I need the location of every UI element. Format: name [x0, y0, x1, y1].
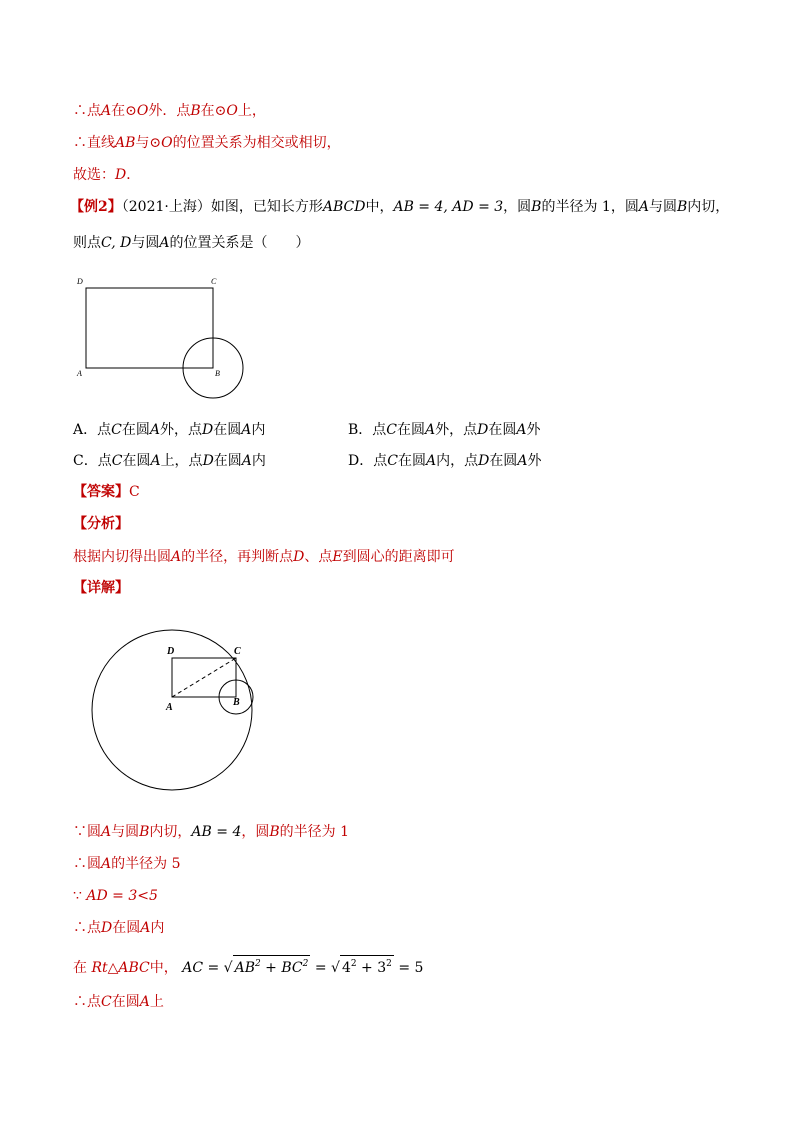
- label-c: C: [211, 277, 217, 286]
- text: B．点: [348, 422, 387, 438]
- point: C: [386, 422, 398, 438]
- text: 中，: [365, 199, 394, 215]
- text: 内: [150, 920, 165, 936]
- point-a: A: [159, 235, 170, 251]
- text: 内切，: [687, 199, 730, 215]
- text: ∴直线: [73, 135, 115, 151]
- points-cd: C, D: [101, 235, 132, 251]
- point-b: B: [531, 199, 542, 215]
- text: 在圆: [121, 422, 150, 438]
- text: ∴圆: [73, 856, 101, 872]
- point-d: D: [101, 920, 113, 936]
- intro-line-2: [73, 133, 341, 153]
- example-tag: 【例2】: [70, 199, 122, 215]
- label-a: A: [77, 369, 82, 378]
- text: 的半径为 1: [279, 824, 350, 840]
- analysis-tag-text: 【分析】: [73, 516, 129, 532]
- solution-line-3: [73, 886, 158, 906]
- text: 内切，: [149, 824, 192, 840]
- text: ．: [126, 167, 141, 183]
- text: 内: [251, 422, 266, 438]
- point: A: [149, 422, 160, 438]
- text: 在: [73, 960, 92, 976]
- option-a[interactable]: [73, 420, 265, 440]
- square: 2: [386, 959, 392, 969]
- text: （2021·上海）如图，已知长方形: [121, 199, 323, 215]
- text: 内: [251, 453, 266, 469]
- num-3: 3: [377, 960, 387, 976]
- text: 的位置关系为相交或相切，: [172, 135, 341, 151]
- text: 在⊙: [111, 103, 137, 119]
- sqrt-sign: √: [331, 960, 340, 976]
- point-b: B: [190, 103, 201, 119]
- point: A: [425, 422, 436, 438]
- text: 外，点: [435, 422, 478, 438]
- point: A: [517, 453, 528, 469]
- result: = 5: [393, 960, 424, 976]
- text: 与圆: [131, 235, 160, 251]
- answer-line: [73, 482, 140, 502]
- point-a: A: [140, 920, 151, 936]
- ac-formula: [182, 960, 423, 976]
- point-o: O: [226, 103, 238, 119]
- sqrt-sign: √: [223, 960, 233, 976]
- text: 与⊙: [135, 135, 162, 151]
- text: ，圆: [241, 824, 270, 840]
- answer-tag: 【答案】: [73, 484, 129, 500]
- text: 故选：: [73, 167, 115, 183]
- square: 2: [302, 959, 309, 969]
- text: 在圆: [489, 453, 518, 469]
- solution-line-5: [73, 955, 423, 980]
- point: A: [150, 453, 161, 469]
- text: 与圆: [648, 199, 677, 215]
- triangle-abc: Rt△ABC: [91, 960, 150, 976]
- point: A: [241, 453, 252, 469]
- analysis-tag: [73, 514, 129, 534]
- label-d: D: [167, 646, 175, 657]
- point-o: O: [161, 135, 173, 151]
- text: 在圆: [111, 994, 140, 1010]
- text: 的位置关系是（ ）: [169, 235, 310, 251]
- text: C．点: [73, 453, 112, 469]
- label-d: D: [77, 277, 83, 286]
- text: 在圆: [122, 453, 151, 469]
- text: 外: [526, 422, 541, 438]
- solution-line-1: [73, 822, 349, 842]
- text: 在圆: [488, 422, 517, 438]
- text: 在圆: [112, 920, 141, 936]
- text: 外．点: [148, 103, 191, 119]
- bc: BC: [281, 960, 303, 976]
- intro-line-1: [73, 101, 266, 121]
- analysis-text: [73, 547, 455, 567]
- point-b: B: [676, 199, 688, 215]
- text: 在圆: [397, 453, 426, 469]
- point: D: [478, 453, 490, 469]
- label-c: C: [234, 646, 241, 657]
- point: A: [425, 453, 437, 469]
- point: C: [111, 453, 123, 469]
- text: ∴点: [73, 920, 101, 936]
- sqrt-radicand-2: [340, 955, 394, 980]
- point-d: D: [293, 549, 305, 565]
- point: D: [201, 422, 214, 438]
- text: ∵: [73, 888, 87, 904]
- point-a: A: [638, 199, 649, 215]
- option-d[interactable]: [348, 451, 541, 471]
- point: D: [202, 453, 214, 469]
- text: 在⊙: [200, 103, 227, 119]
- sqrt-radicand-1: [233, 955, 311, 980]
- text: ，圆: [503, 199, 532, 215]
- rect-abcd: ABCD: [322, 199, 366, 215]
- text: 与圆: [111, 824, 140, 840]
- text: 根据内切得出圆: [73, 549, 171, 565]
- diagonal-ac: [172, 658, 236, 697]
- equation: AD = 3<5: [86, 888, 158, 904]
- label-b: B: [233, 697, 240, 708]
- text: ∵圆: [73, 824, 101, 840]
- point: A: [516, 422, 527, 438]
- answer-value: C: [129, 484, 140, 500]
- text: 上，点: [160, 453, 203, 469]
- point-a: A: [101, 856, 112, 872]
- text: 中，: [149, 960, 178, 976]
- figure-two-circles: [88, 625, 263, 795]
- point-a: A: [101, 103, 112, 119]
- point-b: B: [139, 824, 150, 840]
- text: 外，点: [159, 422, 202, 438]
- square: 2: [255, 959, 261, 969]
- text: 的半径为 1，圆: [541, 199, 639, 215]
- text: ∴点: [73, 994, 101, 1010]
- option-b[interactable]: [348, 420, 541, 440]
- point: C: [387, 453, 398, 469]
- text: 在圆: [213, 453, 242, 469]
- text: 上: [149, 994, 164, 1010]
- choice-d: D: [115, 167, 127, 183]
- point: A: [241, 422, 252, 438]
- solution-line-4: [73, 918, 164, 938]
- square: 2: [350, 959, 357, 969]
- text: 在圆: [213, 422, 242, 438]
- text: 则点: [73, 235, 101, 251]
- label-a: A: [166, 702, 173, 713]
- text: 的半径为 5: [111, 856, 181, 872]
- point-c: C: [101, 994, 112, 1010]
- rectangle-abcd: [86, 288, 213, 368]
- text: 内，点: [436, 453, 479, 469]
- point-b: B: [269, 824, 280, 840]
- point-e: E: [332, 549, 343, 565]
- equals: =: [310, 960, 332, 976]
- example-question-line-1: [70, 197, 729, 217]
- point: C: [111, 422, 122, 438]
- label-b: B: [215, 369, 220, 378]
- num-4: 4: [341, 960, 351, 976]
- text: 外: [527, 453, 542, 469]
- point-a: A: [101, 824, 112, 840]
- point-a: A: [171, 549, 182, 565]
- point-a: A: [139, 994, 150, 1010]
- condition: AB = 4, AD = 3: [393, 199, 504, 215]
- text: 在圆: [397, 422, 426, 438]
- text: 到圆心的距离即可: [342, 549, 455, 565]
- text: 上，: [237, 103, 266, 119]
- detail-tag: [73, 578, 129, 598]
- option-c[interactable]: [73, 451, 266, 471]
- solution-line-6: [73, 992, 164, 1012]
- text: ∴点: [73, 103, 101, 119]
- detail-tag-text: 【详解】: [73, 580, 129, 596]
- example-question-line-2: [73, 233, 309, 253]
- equation: AB = 4: [191, 824, 242, 840]
- intro-line-3: [73, 165, 140, 185]
- plus: +: [260, 960, 282, 976]
- text: A．点: [73, 422, 112, 438]
- segment-ab: AB: [115, 135, 136, 151]
- lhs: AC =: [182, 960, 224, 976]
- point: D: [477, 422, 489, 438]
- text: 的半径，再判断点: [181, 549, 294, 565]
- solution-line-2: [73, 854, 180, 874]
- point-o: O: [136, 103, 149, 119]
- text: 、点: [304, 549, 333, 565]
- plus: +: [356, 960, 378, 976]
- ab: AB: [234, 960, 255, 976]
- text: D．点: [348, 453, 388, 469]
- figure-rectangle-circle: [70, 272, 260, 404]
